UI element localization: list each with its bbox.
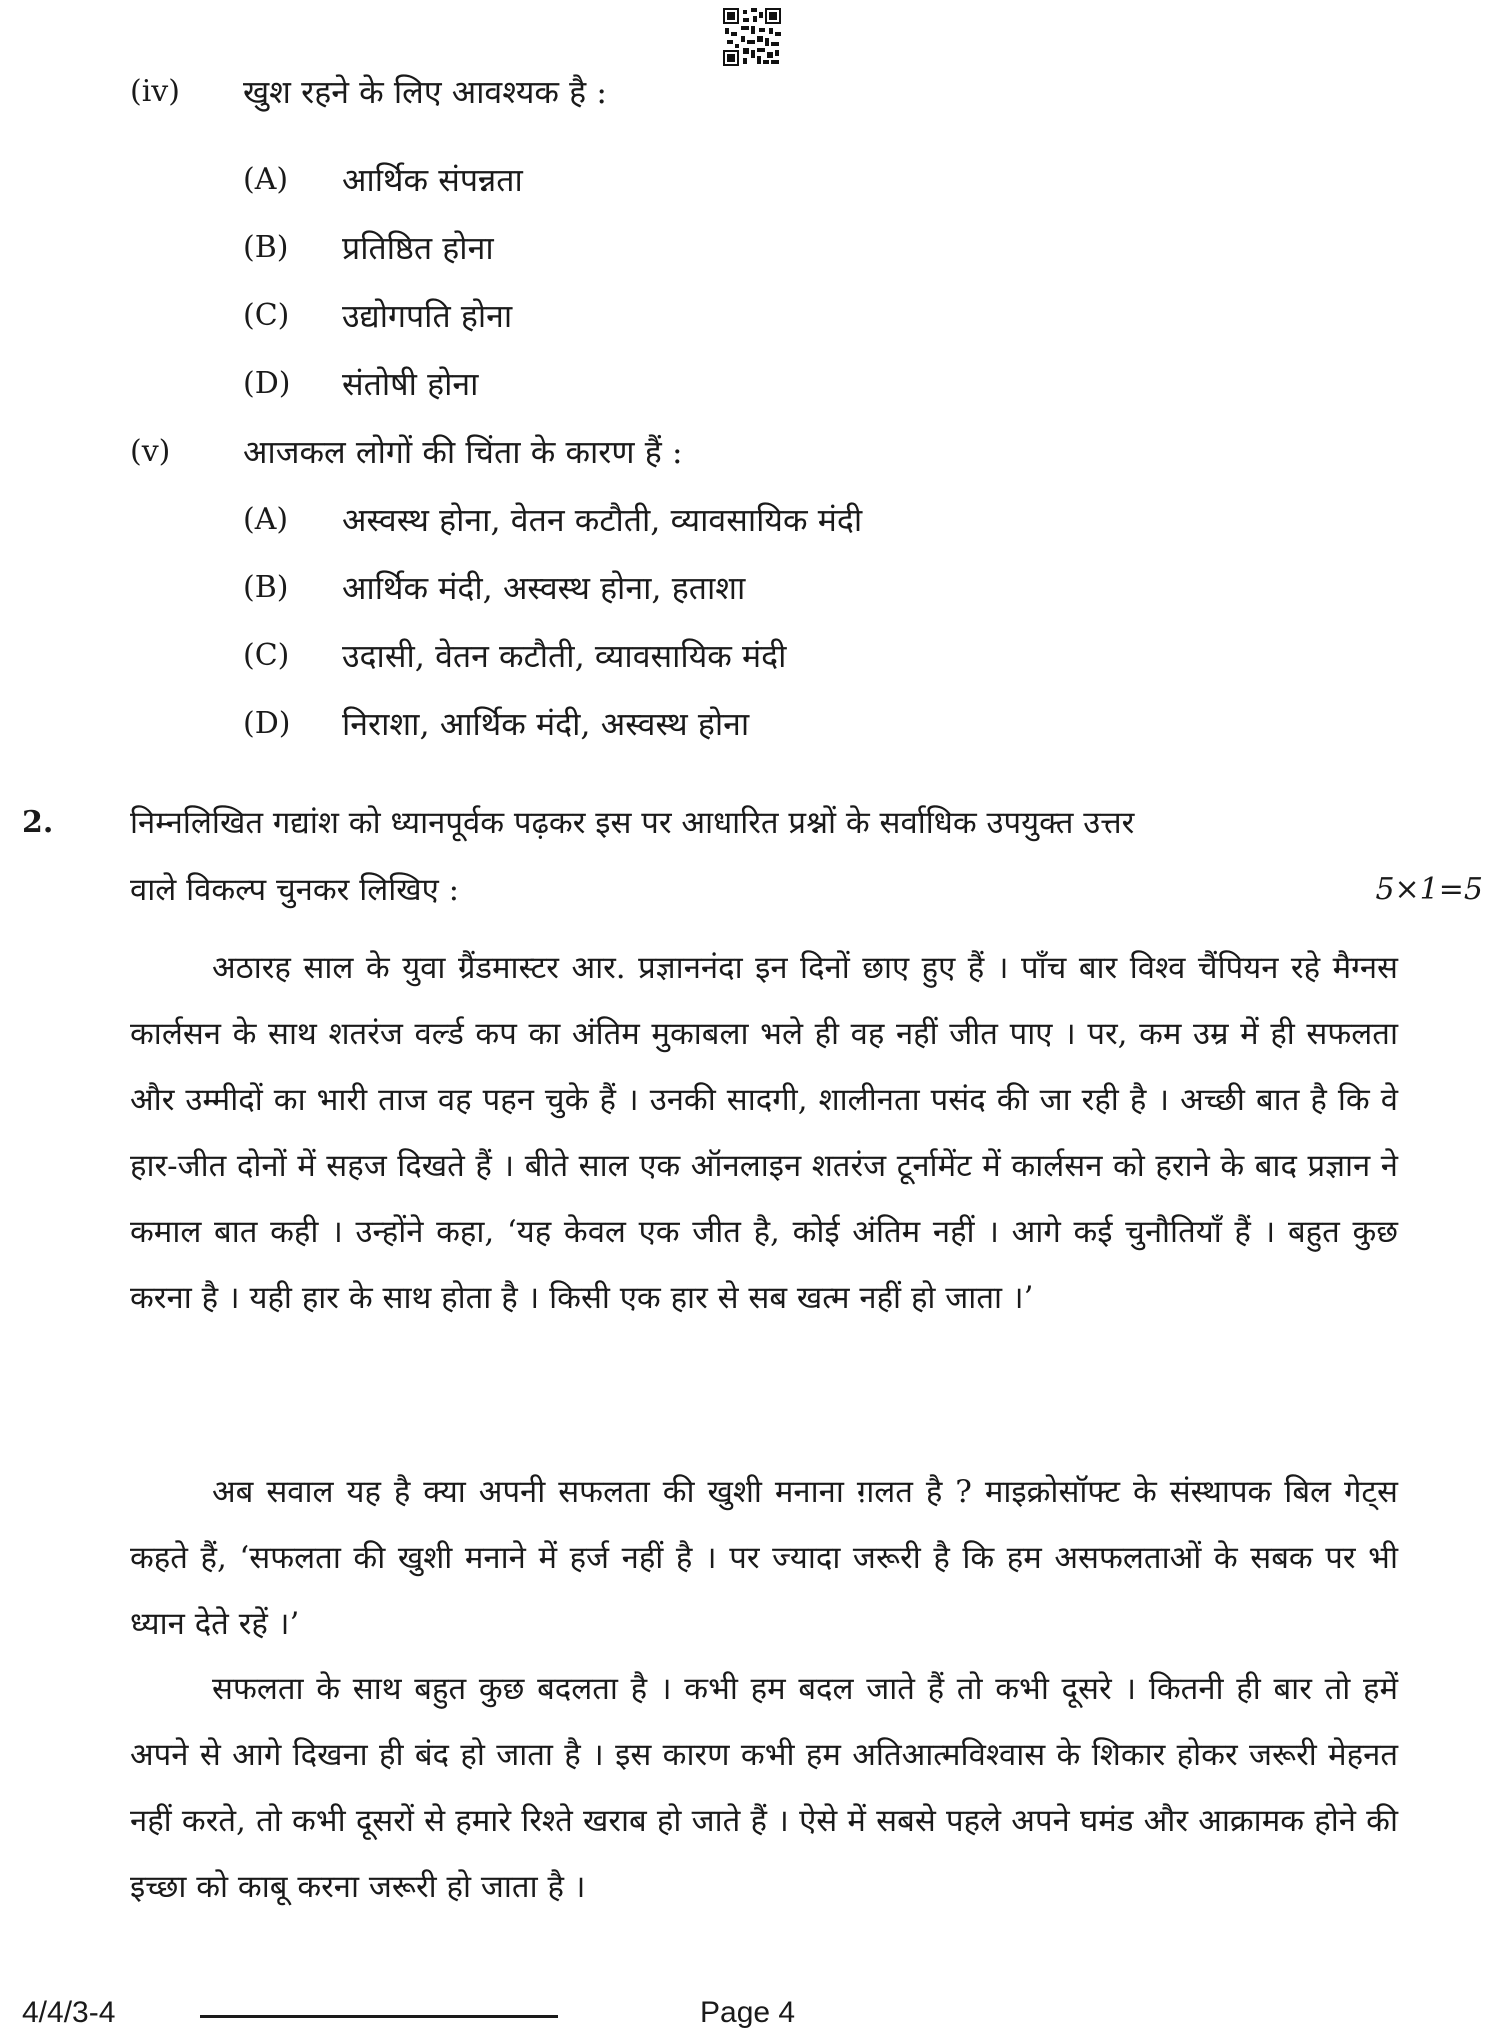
option-letter: (C) (243, 638, 290, 673)
question-instruction-line: निम्नलिखित गद्यांश को ध्यानपूर्वक पढ़कर इस पर आधारित प्रश्नों के सर्वाधिक उपयुक्त उत्तर (130, 805, 1135, 841)
passage-paragraph: सफलता के साथ बहुत कुछ बदलता है । कभी हम बदल जाते हैं तो कभी दूसरे । कितनी ही बार तो हमें अपने से आगे दिखना ही बंद हो जाता है । इस कारण कभी हम अतिआत्मविश्वास के शिकार होकर जरूरी मेहनत नहीं करते, तो कभी दूसरों से हमारे रिश्ते खराब हो जाते हैं । ऐसे में सबसे पहले अपने घमंड और आक्रामक होने की इच्छा को काबू करना जरूरी हो जाता है । (130, 1671, 1398, 1905)
footer-divider (200, 2015, 558, 2018)
sub-question-stem: आजकल लोगों की चिंता के कारण हैं : (243, 433, 683, 471)
option-letter: (D) (243, 366, 291, 401)
option-text: अस्वस्थ होना, वेतन कटौती, व्यावसायिक मंदी (342, 501, 863, 539)
question-number: 2. (22, 805, 54, 840)
option-text: उदासी, वेतन कटौती, व्यावसायिक मंदी (342, 637, 787, 675)
sub-question-stem: खुश रहने के लिए आवश्यक है : (243, 73, 608, 111)
marks-allocation: 5×1=5 (1375, 872, 1483, 907)
page-number: Page 4 (700, 1996, 796, 2029)
option-text: आर्थिक मंदी, अस्वस्थ होना, हताशा (342, 569, 746, 607)
option-letter: (A) (243, 162, 289, 197)
option-letter: (D) (243, 706, 291, 741)
option-letter: (C) (243, 298, 290, 333)
question-instruction-line: वाले विकल्प चुनकर लिखिए : (130, 872, 460, 908)
option-letter: (B) (243, 570, 289, 605)
sub-question-label: (iv) (130, 74, 180, 109)
paper-code: 4/4/3-4 (22, 1996, 116, 2029)
passage-paragraph: अब सवाल यह है क्या अपनी सफलता की खुशी मनाना ग़लत है ? माइक्रोसॉफ्ट के संस्थापक बिल गेट्स कहते हैं, ‘सफलता की खुशी मनाने में हर्ज नहीं है । पर ज्यादा जरूरी है कि हम असफलताओं के सबक पर भी ध्यान देते रहें ।’ (130, 1474, 1398, 1642)
option-text: प्रतिष्ठित होना (342, 229, 494, 267)
option-text: निराशा, आर्थिक मंदी, अस्वस्थ होना (342, 705, 750, 743)
sub-question-label: (v) (130, 434, 171, 469)
option-text: आर्थिक संपन्नता (342, 161, 523, 199)
passage-paragraph: अठारह साल के युवा ग्रैंडमास्टर आर. प्रज्ञाननंदा इन दिनों छाए हुए हैं । पाँच बार विश्व चैंपियन रहे मैग्नस कार्लसन के साथ शतरंज वर्ल्ड कप का अंतिम मुकाबला भले ही वह नहीं जीत पाए । पर, कम उम्र में ही सफलता और उम्मीदों का भारी ताज वह पहन चुके हैं । उनकी सादगी, शालीनता पसंद की जा रही है । अच्छी बात है कि वे हार-जीत दोनों में सहज दिखते हैं । बीते साल एक ऑनलाइन शतरंज टूर्नामेंट में कार्लसन को हराने के बाद प्रज्ञान ने कमाल बात कही । उन्होंने कहा, ‘यह केवल एक जीत है, कोई अंतिम नहीं । आगे कई चुनौतियाँ हैं । बहुत कुछ करना है । यही हार के साथ होता है । किसी एक हार से सब खत्म नहीं हो जाता ।’ (130, 950, 1398, 1316)
option-text: उद्योगपति होना (342, 297, 513, 335)
qr-code-icon (723, 8, 781, 66)
option-text: संतोषी होना (342, 365, 479, 403)
option-letter: (A) (243, 502, 289, 537)
option-letter: (B) (243, 230, 289, 265)
